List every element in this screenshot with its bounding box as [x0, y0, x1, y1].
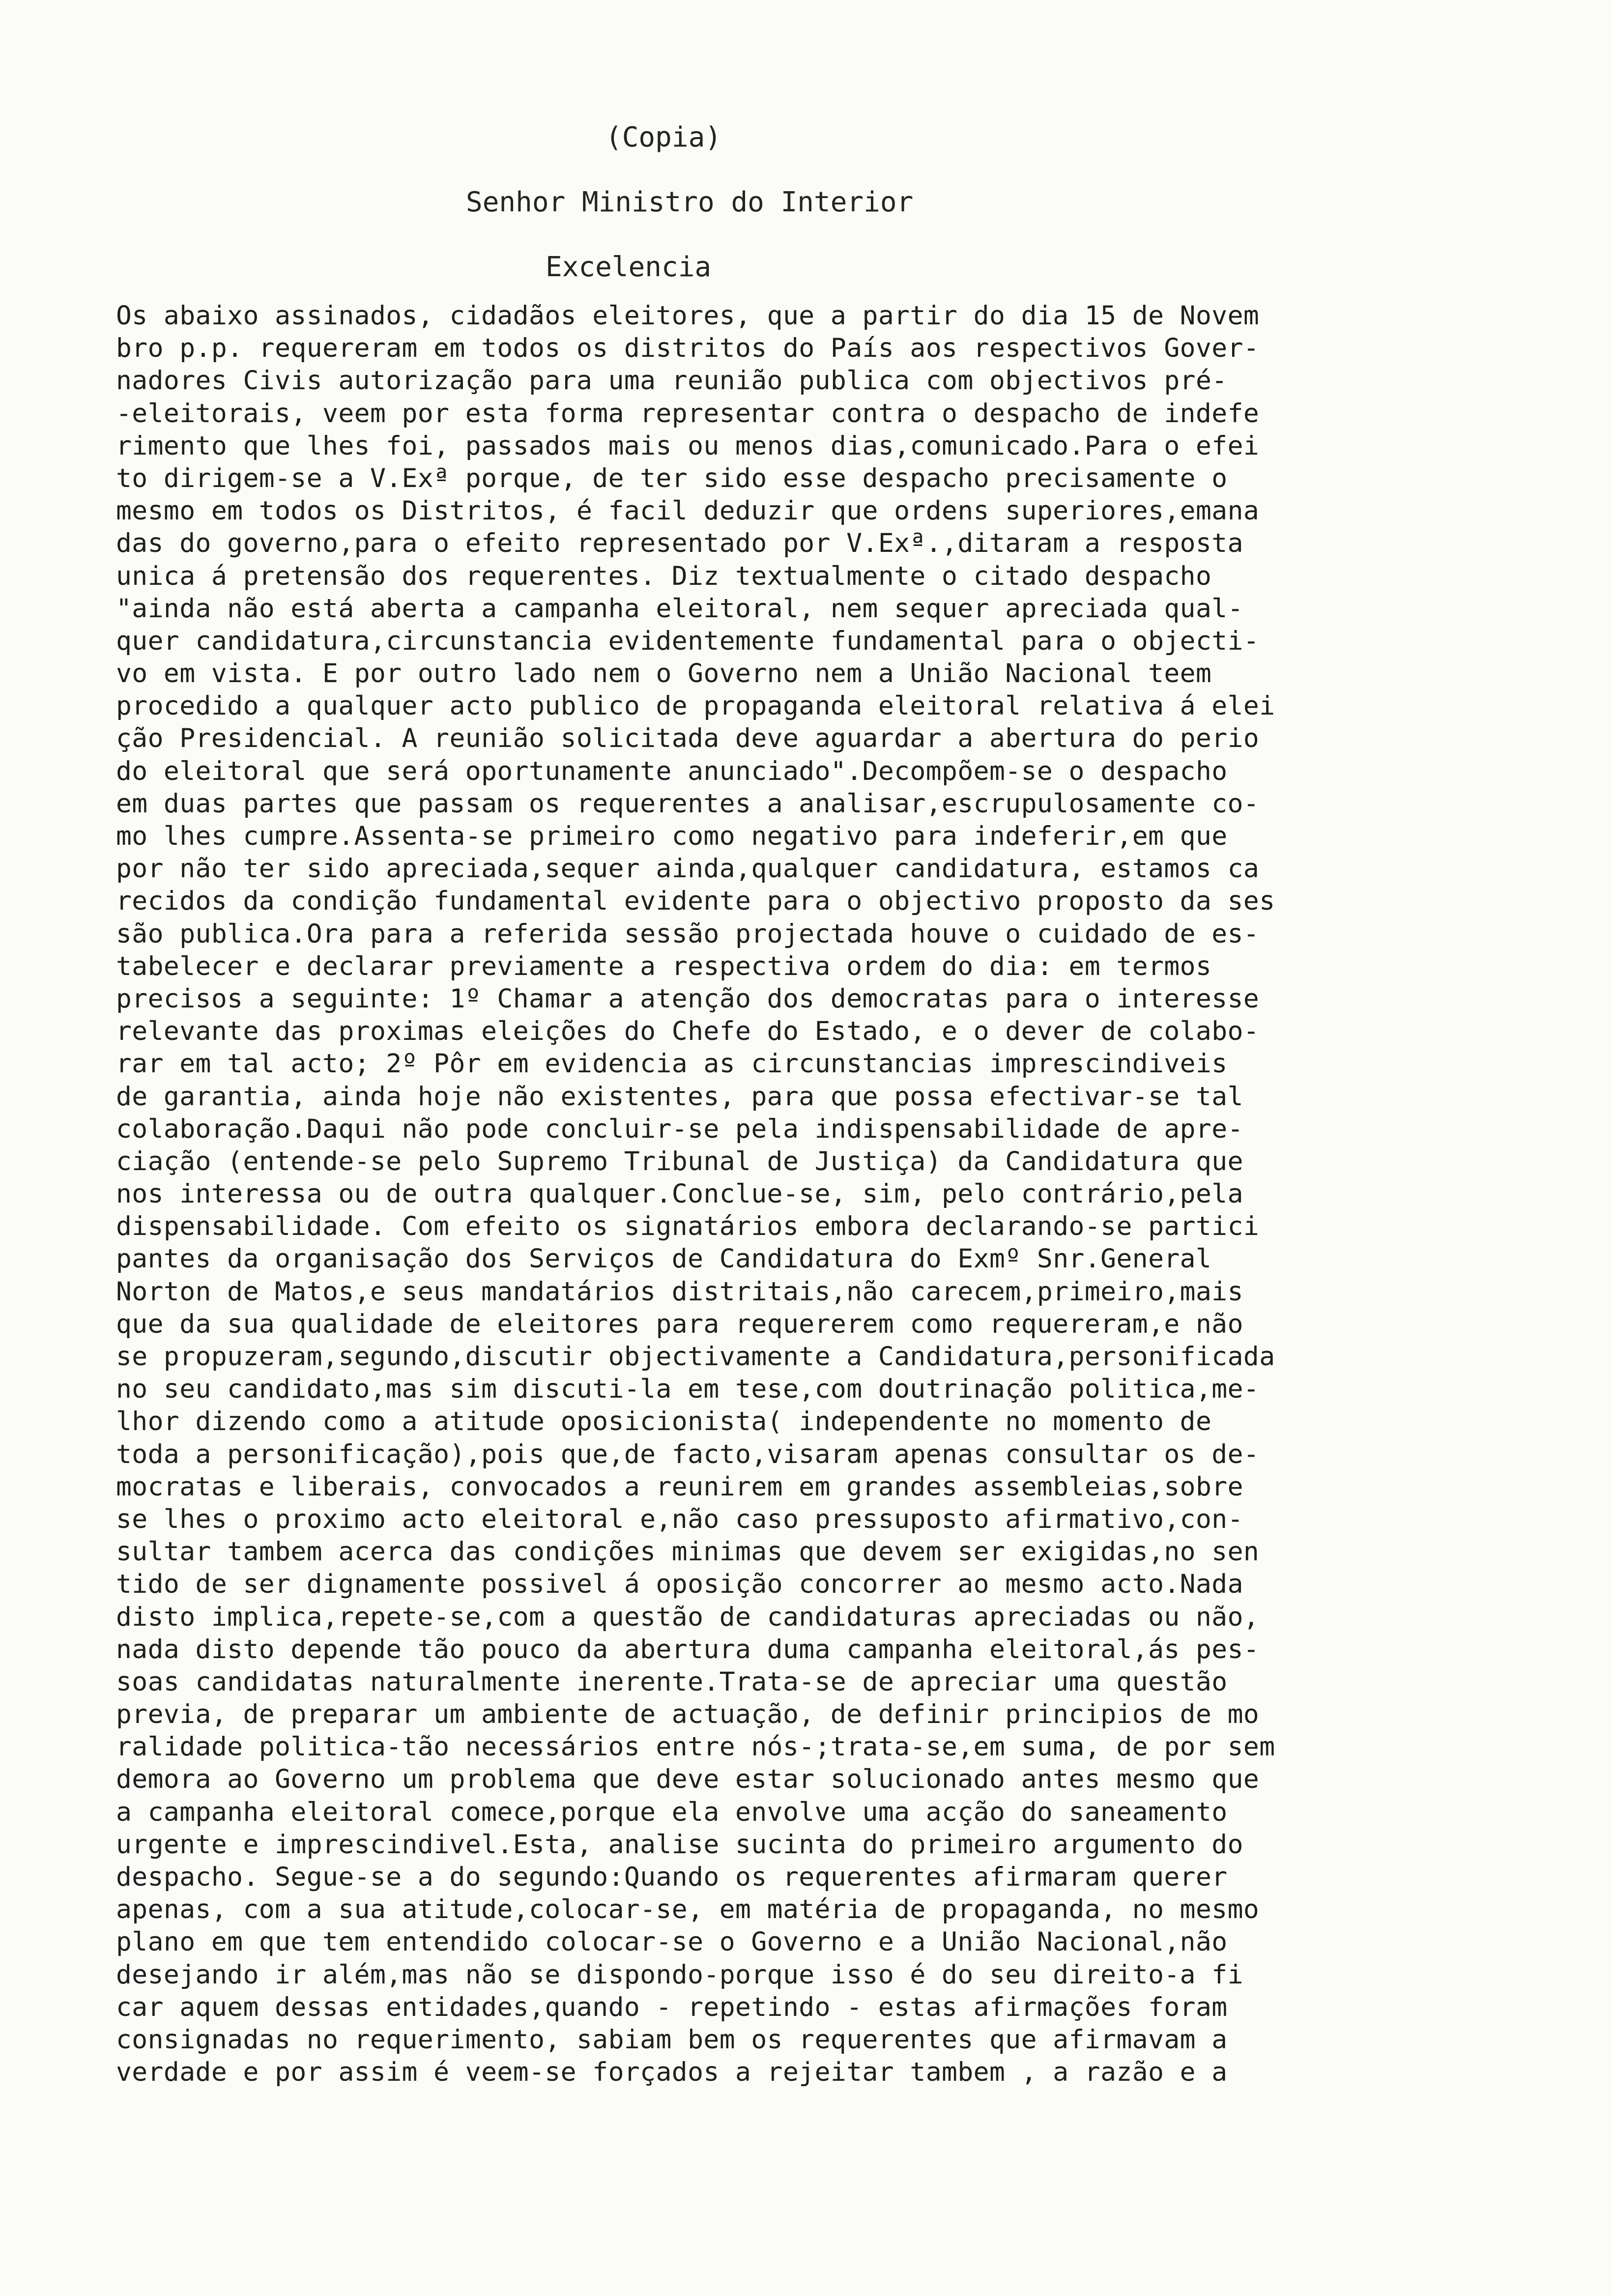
- letter-line: no seu candidato,mas sim discuti-la em tese,com doutrinação politica,me-: [116, 1374, 1260, 1405]
- letter-line: se lhes o proximo acto eleitoral e,não caso pressuposto afirmativo,con-: [116, 1504, 1243, 1534]
- letter-line: consignadas no requerimento, sabiam bem os requerentes que afirmavam a: [116, 2024, 1228, 2055]
- letter-line: mocratas e liberais, convocados a reunirem em grandes assembleias,sobre: [116, 1471, 1243, 1502]
- letter-line: que da sua qualidade de eleitores para requererem como requereram,e não: [116, 1309, 1243, 1339]
- letter-line: sultar tambem acerca das condições minimas que devem ser exigidas,no sen: [116, 1537, 1260, 1567]
- letter-line: do eleitoral que será oportunamente anunciado".Decompõem-se o despacho: [116, 756, 1228, 786]
- letter-line: apenas, com a sua atitude,colocar-se, em matéria de propaganda, no mesmo: [116, 1894, 1260, 1925]
- letter-line: das do governo,para o efeito representado por V.Exª.,ditaram a resposta: [116, 528, 1243, 559]
- addressee-line: Senhor Ministro do Interior: [466, 186, 914, 218]
- letter-line: toda a personificação),pois que,de facto,visaram apenas consultar os de-: [116, 1439, 1260, 1469]
- letter-line: Norton de Matos,e seus mandatários distritais,não carecem,primeiro,mais: [116, 1276, 1243, 1307]
- letter-line: nadores Civis autorização para uma reunião publica com objectivos pré-: [116, 366, 1228, 396]
- letter-line: demora ao Governo um problema que deve estar solucionado antes mesmo que: [116, 1764, 1260, 1795]
- letter-line: unica á pretensão dos requerentes. Diz textualmente o citado despacho: [116, 561, 1212, 591]
- letter-line: nos interessa ou de outra qualquer.Conclue-se, sim, pelo contrário,pela: [116, 1179, 1243, 1209]
- letter-line: mo lhes cumpre.Assenta-se primeiro como negativo para indeferir,em que: [116, 821, 1228, 851]
- letter-line: nada disto depende tão pouco da abertura duma campanha eleitoral,ás pes-: [116, 1634, 1260, 1665]
- letter-line: a campanha eleitoral comece,porque ela envolve uma acção do saneamento: [116, 1797, 1228, 1827]
- letter-body: [116, 300, 1541, 2089]
- letter-line: Os abaixo assinados, cidadãos eleitores, que a partir do dia 15 de Novem: [116, 301, 1260, 331]
- letter-line: previa, de preparar um ambiente de actuação, de definir principios de mo: [116, 1699, 1260, 1730]
- salutation: Excelencia: [546, 251, 712, 283]
- letter-line: rar em tal acto; 2º Pôr em evidencia as circunstancias imprescindiveis: [116, 1049, 1228, 1079]
- letter-line: plano em que tem entendido colocar-se o Governo e a União Nacional,não: [116, 1927, 1228, 1957]
- letter-line: em duas partes que passam os requerentes a analisar,escrupulosamente co-: [116, 788, 1260, 819]
- letter-line: to dirigem-se a V.Exª porque, de ter sido esse despacho precisamente o: [116, 463, 1228, 493]
- letter-line: tabelecer e declarar previamente a respectiva ordem do dia: em termos: [116, 951, 1212, 981]
- letter-line: despacho. Segue-se a do segundo:Quando os requerentes afirmaram querer: [116, 1862, 1228, 1892]
- letter-line: relevante das proximas eleições do Chefe do Estado, e o dever de colabo-: [116, 1016, 1260, 1047]
- letter-line: vo em vista. E por outro lado nem o Governo nem a União Nacional teem: [116, 659, 1212, 689]
- letter-line: ciação (entende-se pelo Supremo Tribunal de Justiça) da Candidatura que: [116, 1146, 1243, 1177]
- letter-line: -eleitorais, veem por esta forma representar contra o despacho de indefe: [116, 398, 1260, 429]
- letter-line: por não ter sido apreciada,sequer ainda,qualquer candidatura, estamos ca: [116, 854, 1260, 884]
- letter-line: desejando ir além,mas não se dispondo-porque isso é do seu direito-a fi: [116, 1959, 1243, 1990]
- letter-line: pantes da organisação dos Serviços de Candidatura do Exmº Snr.General: [116, 1244, 1212, 1274]
- letter-line: mesmo em todos os Distritos, é facil deduzir que ordens superiores,emana: [116, 496, 1260, 526]
- letter-line: "ainda não está aberta a campanha eleitoral, nem sequer apreciada qual-: [116, 593, 1243, 624]
- letter-line: verdade e por assim é veem-se forçados a rejeitar tambem , a razão e a: [116, 2057, 1228, 2088]
- letter-line: dispensabilidade. Com efeito os signatários embora declarando-se partici: [116, 1211, 1260, 1242]
- letter-line: rimento que lhes foi, passados mais ou menos dias,comunicado.Para o efei: [116, 430, 1260, 461]
- letter-line: car aquem dessas entidades,quando - repetindo - estas afirmações foram: [116, 1992, 1228, 2022]
- letter-line: tido de ser dignamente possivel á oposição concorrer ao mesmo acto.Nada: [116, 1569, 1243, 1600]
- letter-line: disto implica,repete-se,com a questão de candidaturas apreciadas ou não,: [116, 1602, 1260, 1632]
- letter-line: bro p.p. requereram em todos os distritos do País aos respectivos Gover-: [116, 333, 1260, 364]
- copy-label: (Copia): [605, 121, 722, 153]
- letter-line: urgente e imprescindivel.Esta, analise sucinta do primeiro argumento do: [116, 1829, 1243, 1860]
- letter-line: ralidade politica-tão necessários entre nós-;trata-se,em suma, de por sem: [116, 1732, 1275, 1762]
- letter-line: lhor dizendo como a atitude oposicionista( independente no momento de: [116, 1406, 1212, 1437]
- letter-line: se propuzeram,segundo,discutir objectivamente a Candidatura,personificada: [116, 1342, 1275, 1372]
- letter-line: de garantia, ainda hoje não existentes, para que possa efectivar-se tal: [116, 1081, 1243, 1112]
- letter-line: ção Presidencial. A reunião solicitada deve aguardar a abertura do perio: [116, 723, 1260, 754]
- letter-line: precisos a seguinte: 1º Chamar a atenção dos democratas para o interesse: [116, 983, 1260, 1014]
- letter-line: são publica.Ora para a referida sessão projectada houve o cuidado de es-: [116, 918, 1260, 949]
- letter-line: recidos da condição fundamental evidente para o objectivo proposto da ses: [116, 886, 1275, 917]
- letter-line: soas candidatas naturalmente inerente.Trata-se de apreciar uma questão: [116, 1666, 1228, 1697]
- letter-line: quer candidatura,circunstancia evidentemente fundamental para o objecti-: [116, 626, 1260, 656]
- letter-line: colaboração.Daqui não pode concluir-se pela indispensabilidade de apre-: [116, 1114, 1243, 1144]
- letter-line: procedido a qualquer acto publico de propaganda eleitoral relativa á elei: [116, 691, 1275, 721]
